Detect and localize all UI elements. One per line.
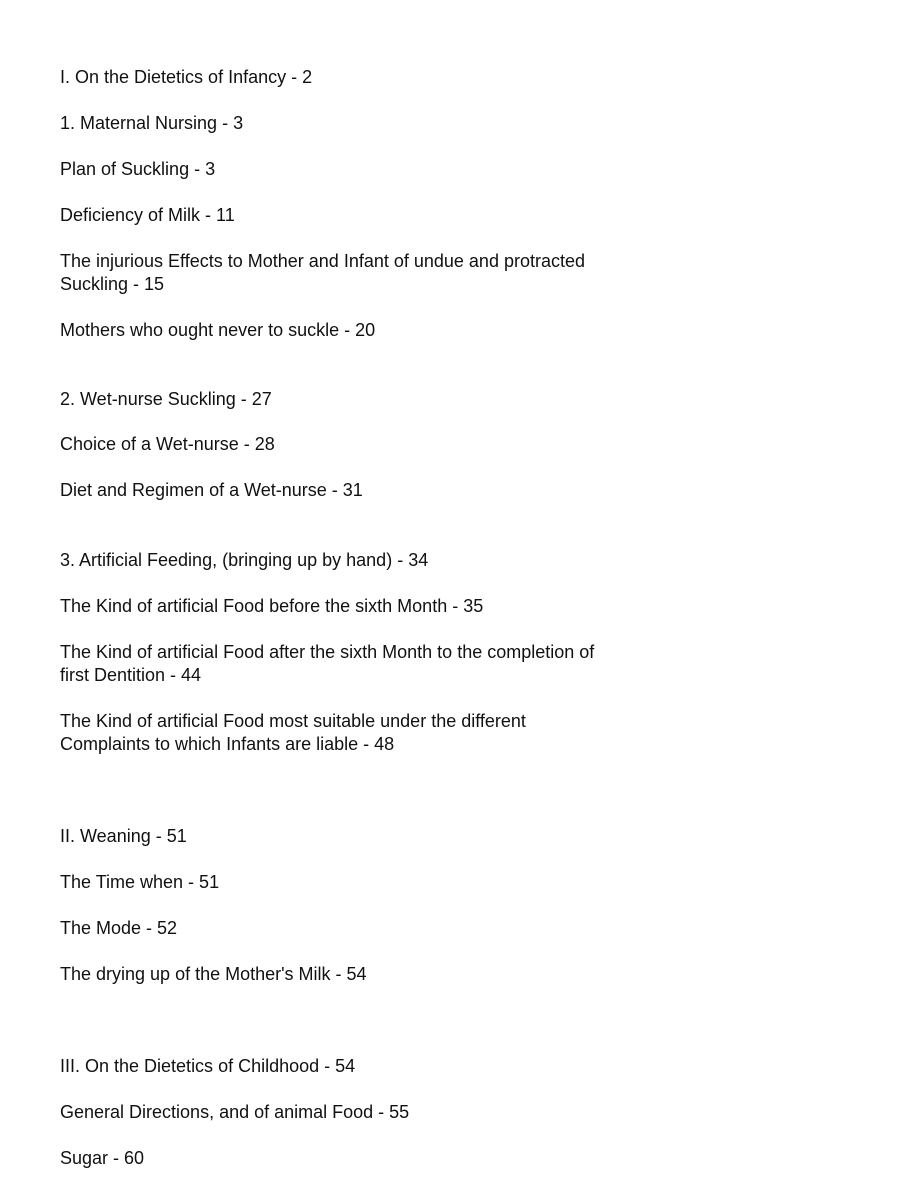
toc-entry: [60, 710, 526, 756]
toc-entry-line: Mothers who ought never to suckle - 20: [60, 320, 376, 340]
toc-entry: [60, 319, 375, 342]
toc-entry-line: 2. Wet-nurse Suckling - 27: [60, 389, 272, 409]
toc-entry: [60, 479, 363, 502]
toc-entry-line: Complaints to which Infants are liable - 48: [60, 734, 395, 754]
toc-entry: [60, 825, 187, 848]
toc-entry-line: II. Weaning - 51: [60, 826, 187, 846]
toc-entry-line: III. On the Dietetics of Childhood - 54: [60, 1056, 356, 1076]
toc-entry: [60, 433, 275, 456]
toc-entry: [60, 388, 272, 411]
toc-entry-line: 1. Maternal Nursing - 3: [60, 113, 244, 133]
toc-entry-line: The injurious Effects to Mother and Infant of undue and protracted: [60, 251, 585, 271]
toc-entry: [60, 1055, 355, 1078]
toc-entry: [60, 204, 235, 227]
toc-entry-line: 3. Artificial Feeding, (bringing up by hand) - 34: [60, 550, 429, 570]
toc-entry-line: Deficiency of Milk - 11: [60, 205, 235, 225]
toc-entry: [60, 1101, 409, 1124]
toc-entry-line: The Kind of artificial Food after the sixth Month to the completion of: [60, 642, 595, 662]
toc-entry: [60, 871, 219, 894]
toc-entry-line: I. On the Dietetics of Infancy - 2: [60, 67, 313, 87]
toc-entry-line: General Directions, and of animal Food - 55: [60, 1102, 410, 1122]
toc-entry: [60, 1147, 144, 1170]
toc-entry: [60, 250, 585, 296]
toc-entry-line: The Kind of artificial Food before the sixth Month - 35: [60, 596, 484, 616]
toc-entry-line: The Kind of artificial Food most suitable under the different: [60, 711, 526, 731]
toc-entry: [60, 641, 594, 687]
toc-entry-line: Suckling - 15: [60, 274, 165, 294]
toc-entry-line: first Dentition - 44: [60, 665, 202, 685]
toc-entry-line: Diet and Regimen of a Wet-nurse - 31: [60, 480, 363, 500]
toc-entry-line: Plan of Suckling - 3: [60, 159, 216, 179]
toc-entry: [60, 112, 243, 135]
toc-entry-line: The Mode - 52: [60, 918, 178, 938]
toc-entry: [60, 549, 428, 572]
toc-entry-line: Sugar - 60: [60, 1148, 145, 1168]
toc-entry: [60, 158, 215, 181]
toc-entry-line: The Time when - 51: [60, 872, 220, 892]
toc-entry: [60, 963, 367, 986]
toc-entry-line: Choice of a Wet-nurse - 28: [60, 434, 275, 454]
toc-entry: [60, 66, 312, 89]
toc-entry: [60, 917, 177, 940]
toc-entry: [60, 595, 483, 618]
toc-entry-line: The drying up of the Mother's Milk - 54: [60, 964, 367, 984]
